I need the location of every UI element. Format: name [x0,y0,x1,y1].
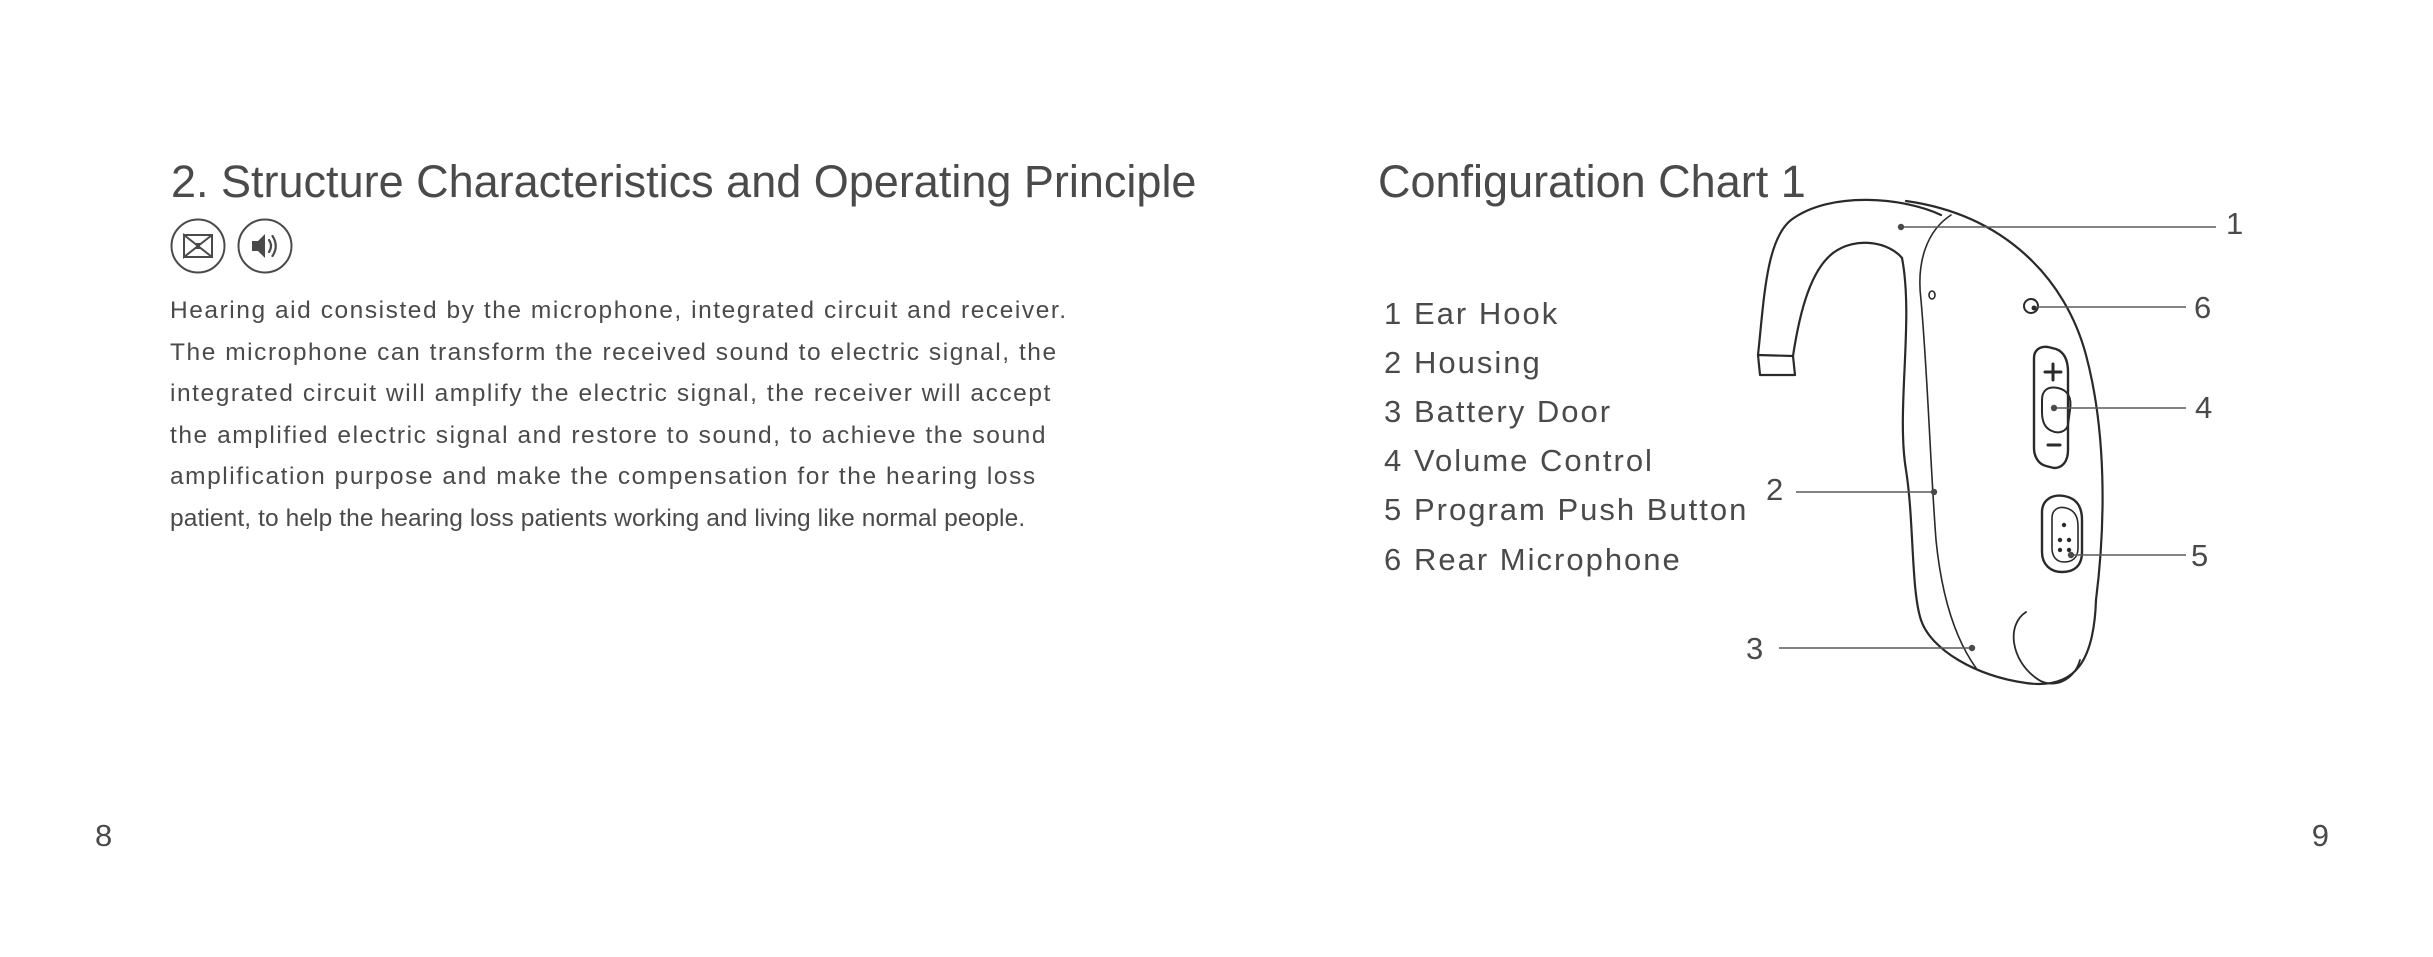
part-number: 1 [1384,295,1404,331]
housing-inner-line [1920,215,1976,668]
part-label: Housing [1414,344,1542,380]
section-title: 2. Structure Characteristics and Operating Principle [171,156,1197,207]
symbol-icons [170,218,293,274]
callout-3: 3 [1746,631,1764,666]
paragraph-line: patient, to help the hearing loss patients working and living like normal people. [170,504,1026,532]
speaker-sound-icon [237,218,293,274]
leader-dots [1898,224,2074,651]
paragraph-line: amplification purpose and make the compensation for the hearing loss [170,463,1037,491]
paragraph-line: integrated circuit will amplify the electric signal, the receiver will accept [170,380,1052,408]
part-number: 6 [1384,541,1404,577]
hearing-aid-drawing [1758,200,2103,684]
part-label: Rear Microphone [1414,541,1682,577]
paragraph-line: The microphone can transform the received sound to electric signal, the [170,338,1058,366]
callout-6: 6 [2194,290,2212,325]
part-number: 3 [1384,393,1404,429]
ear-hook-inner [1793,243,1902,356]
part-label: Program Push Button [1414,492,1749,528]
hearing-aid-symbol-icon [170,218,226,274]
battery-door [2014,612,2080,684]
rear-microphone [2024,299,2038,313]
left-page [0,0,1216,957]
paragraph-line: Hearing aid consisted by the microphone, integrated circuit and receiver. [170,297,1068,324]
part-number: 2 [1384,344,1404,380]
hole [1929,291,1935,299]
callout-1: 1 [2226,206,2244,241]
plus-icon [2045,364,2061,380]
page-number: 9 [2311,818,2329,853]
part-number: 5 [1384,492,1404,528]
paragraph-line: the amplified electric signal and restore to sound, to achieve the sound [170,421,1048,449]
part-number: 4 [1384,443,1404,479]
leader-lines [1779,227,2216,648]
page-number: 8 [95,818,113,853]
part-label: Ear Hook [1414,295,1560,331]
callout-4: 4 [2195,390,2213,425]
program-button-inner [2052,507,2078,562]
hearing-aid-diagram [1216,0,2433,957]
callout-5: 5 [2191,538,2209,573]
part-label: Battery Door [1414,393,1613,429]
housing-outline [1902,201,2103,684]
callout-2: 2 [1766,472,1784,507]
ear-hook-tip [1758,355,1795,375]
ear-hook-outer [1758,200,1941,355]
program-button-dots [2058,523,2071,552]
right-page [1216,0,2433,957]
chart-title: Configuration Chart 1 [1378,156,1806,207]
principle-paragraph [170,290,1130,540]
part-label: Volume Control [1414,443,1654,479]
